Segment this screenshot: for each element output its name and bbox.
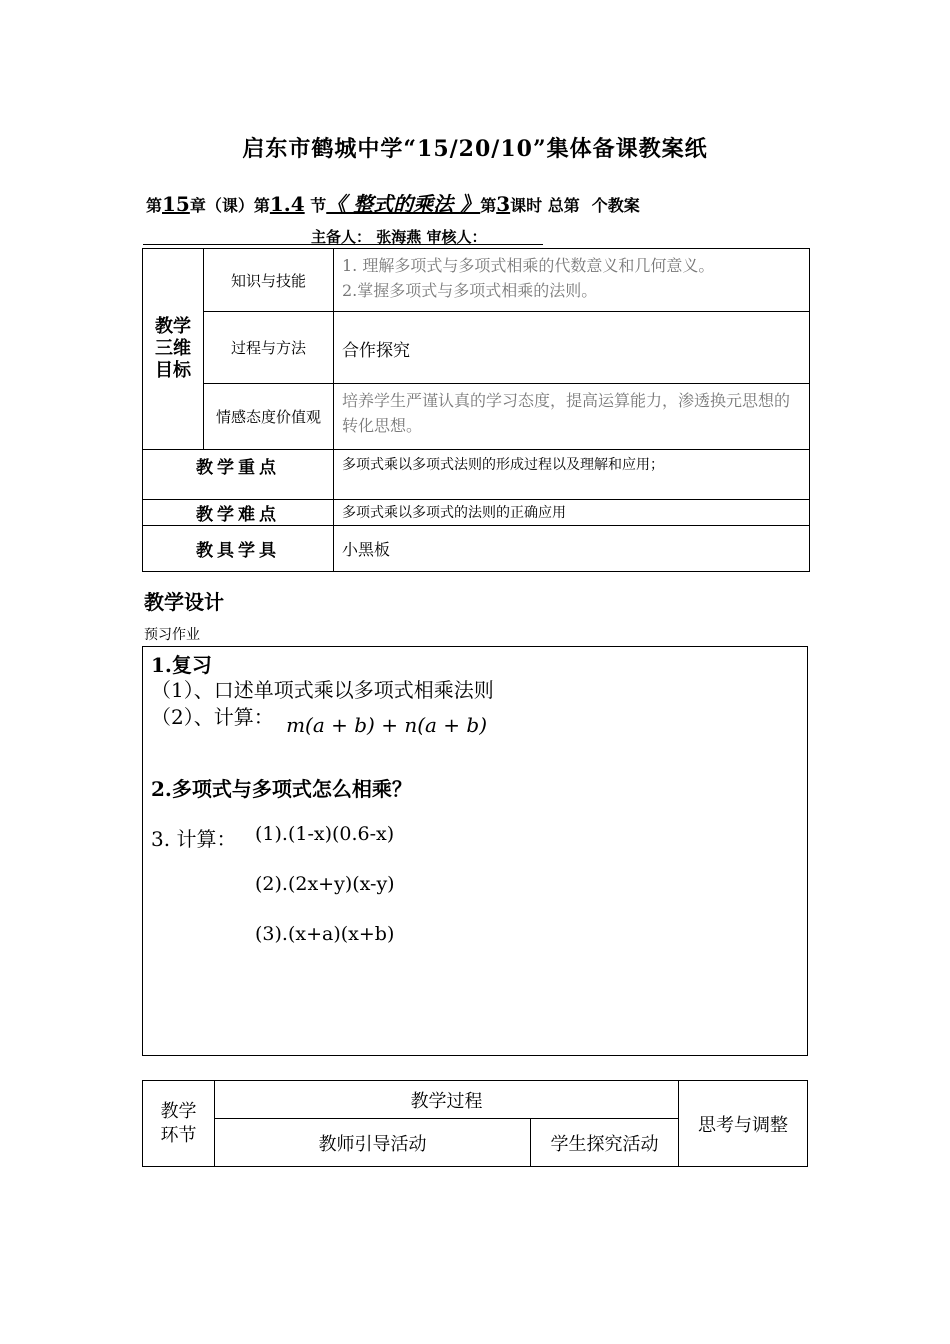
objective-text-knowledge: 1. 理解多项式与多项式相乘的代数意义和几何意义。 2.掌握多项式与多项式相乘的法则。 xyxy=(334,249,810,312)
reflection-header: 思考与调整 xyxy=(679,1081,808,1167)
difficulties-row xyxy=(143,500,810,526)
preparer-text: 主备人： 张海燕 审核人： xyxy=(311,228,487,246)
tools-text: 小黑板 xyxy=(334,526,810,572)
page-title: 启东市鹤城中学“15/20/10”集体备课教案纸 xyxy=(242,136,708,162)
review-heading: 1.复习 xyxy=(151,653,212,677)
preview-label: 预习作业 xyxy=(144,627,200,643)
chapter-suffix: 章（课）第 xyxy=(189,196,270,215)
objective-text-process: 合作探究 xyxy=(334,312,810,384)
review-item-1: （1）、口述单项式乘以多项式相乘法则 xyxy=(151,678,494,702)
chapter-number: 15 xyxy=(162,192,190,216)
question-2: 2.多项式与多项式怎么相乘？ xyxy=(151,777,412,801)
section-number: 1.4 xyxy=(269,192,305,216)
design-heading: 教学设计 xyxy=(144,590,224,614)
difficulties-label: 教学难点 xyxy=(143,500,334,526)
difficulties-text: 多项式乘以多项式的法则的正确应用 xyxy=(334,500,810,526)
total-suffix: 个教案 xyxy=(591,196,640,215)
review-item-2 xyxy=(151,701,488,737)
objectives-category: 教学三维目标 xyxy=(143,249,204,450)
objective-label-process: 过程与方法 xyxy=(204,312,334,384)
lesson-info-line xyxy=(146,188,640,217)
period-number: 3 xyxy=(496,192,511,216)
lesson-title: 《 整式的乘法 》 xyxy=(326,192,481,216)
preparer-line xyxy=(143,226,543,245)
tools-label: 教具学具 xyxy=(143,526,334,572)
period-prefix: 第 xyxy=(480,196,497,215)
key-points-row xyxy=(143,450,810,500)
period-suffix: 课时 总第 xyxy=(510,196,580,215)
objective-row-knowledge xyxy=(143,249,810,312)
process-table xyxy=(142,1080,808,1167)
section-suffix: 节 xyxy=(304,196,327,215)
question-3-prefix: 3. 计算： xyxy=(151,827,237,851)
review-item-2-formula: m(a + b) + n(a + b) xyxy=(286,713,488,737)
objective-row-attitude xyxy=(143,384,810,450)
objective-row-process xyxy=(143,312,810,384)
chapter-prefix: 第 xyxy=(146,196,163,215)
exercise-1: (1).(1-x)(0.6-x) xyxy=(255,823,395,845)
process-header: 教学过程 xyxy=(215,1081,679,1119)
objective-label-knowledge: 知识与技能 xyxy=(204,249,334,312)
homework-box xyxy=(142,646,808,1056)
teacher-activity-header: 教师引导活动 xyxy=(215,1119,531,1167)
key-points-label: 教学重点 xyxy=(143,450,334,500)
objectives-table xyxy=(142,248,810,572)
objective-label-attitude: 情感态度价值观 xyxy=(204,384,334,450)
stage-header: 教学环节 xyxy=(143,1081,215,1167)
student-activity-header: 学生探究活动 xyxy=(531,1119,679,1167)
key-points-text: 多项式乘以多项式法则的形成过程以及理解和应用； xyxy=(334,450,810,500)
tools-row xyxy=(143,526,810,572)
review-item-2-prefix: （2）、计算： xyxy=(151,705,274,729)
exercise-3: (3).(x+a)(x+b) xyxy=(255,923,395,945)
objective-text-attitude: 培养学生严谨认真的学习态度，提高运算能力，渗透换元思想的转化思想。 xyxy=(334,384,810,450)
exercise-2: (2).(2x+y)(x-y) xyxy=(255,873,395,895)
